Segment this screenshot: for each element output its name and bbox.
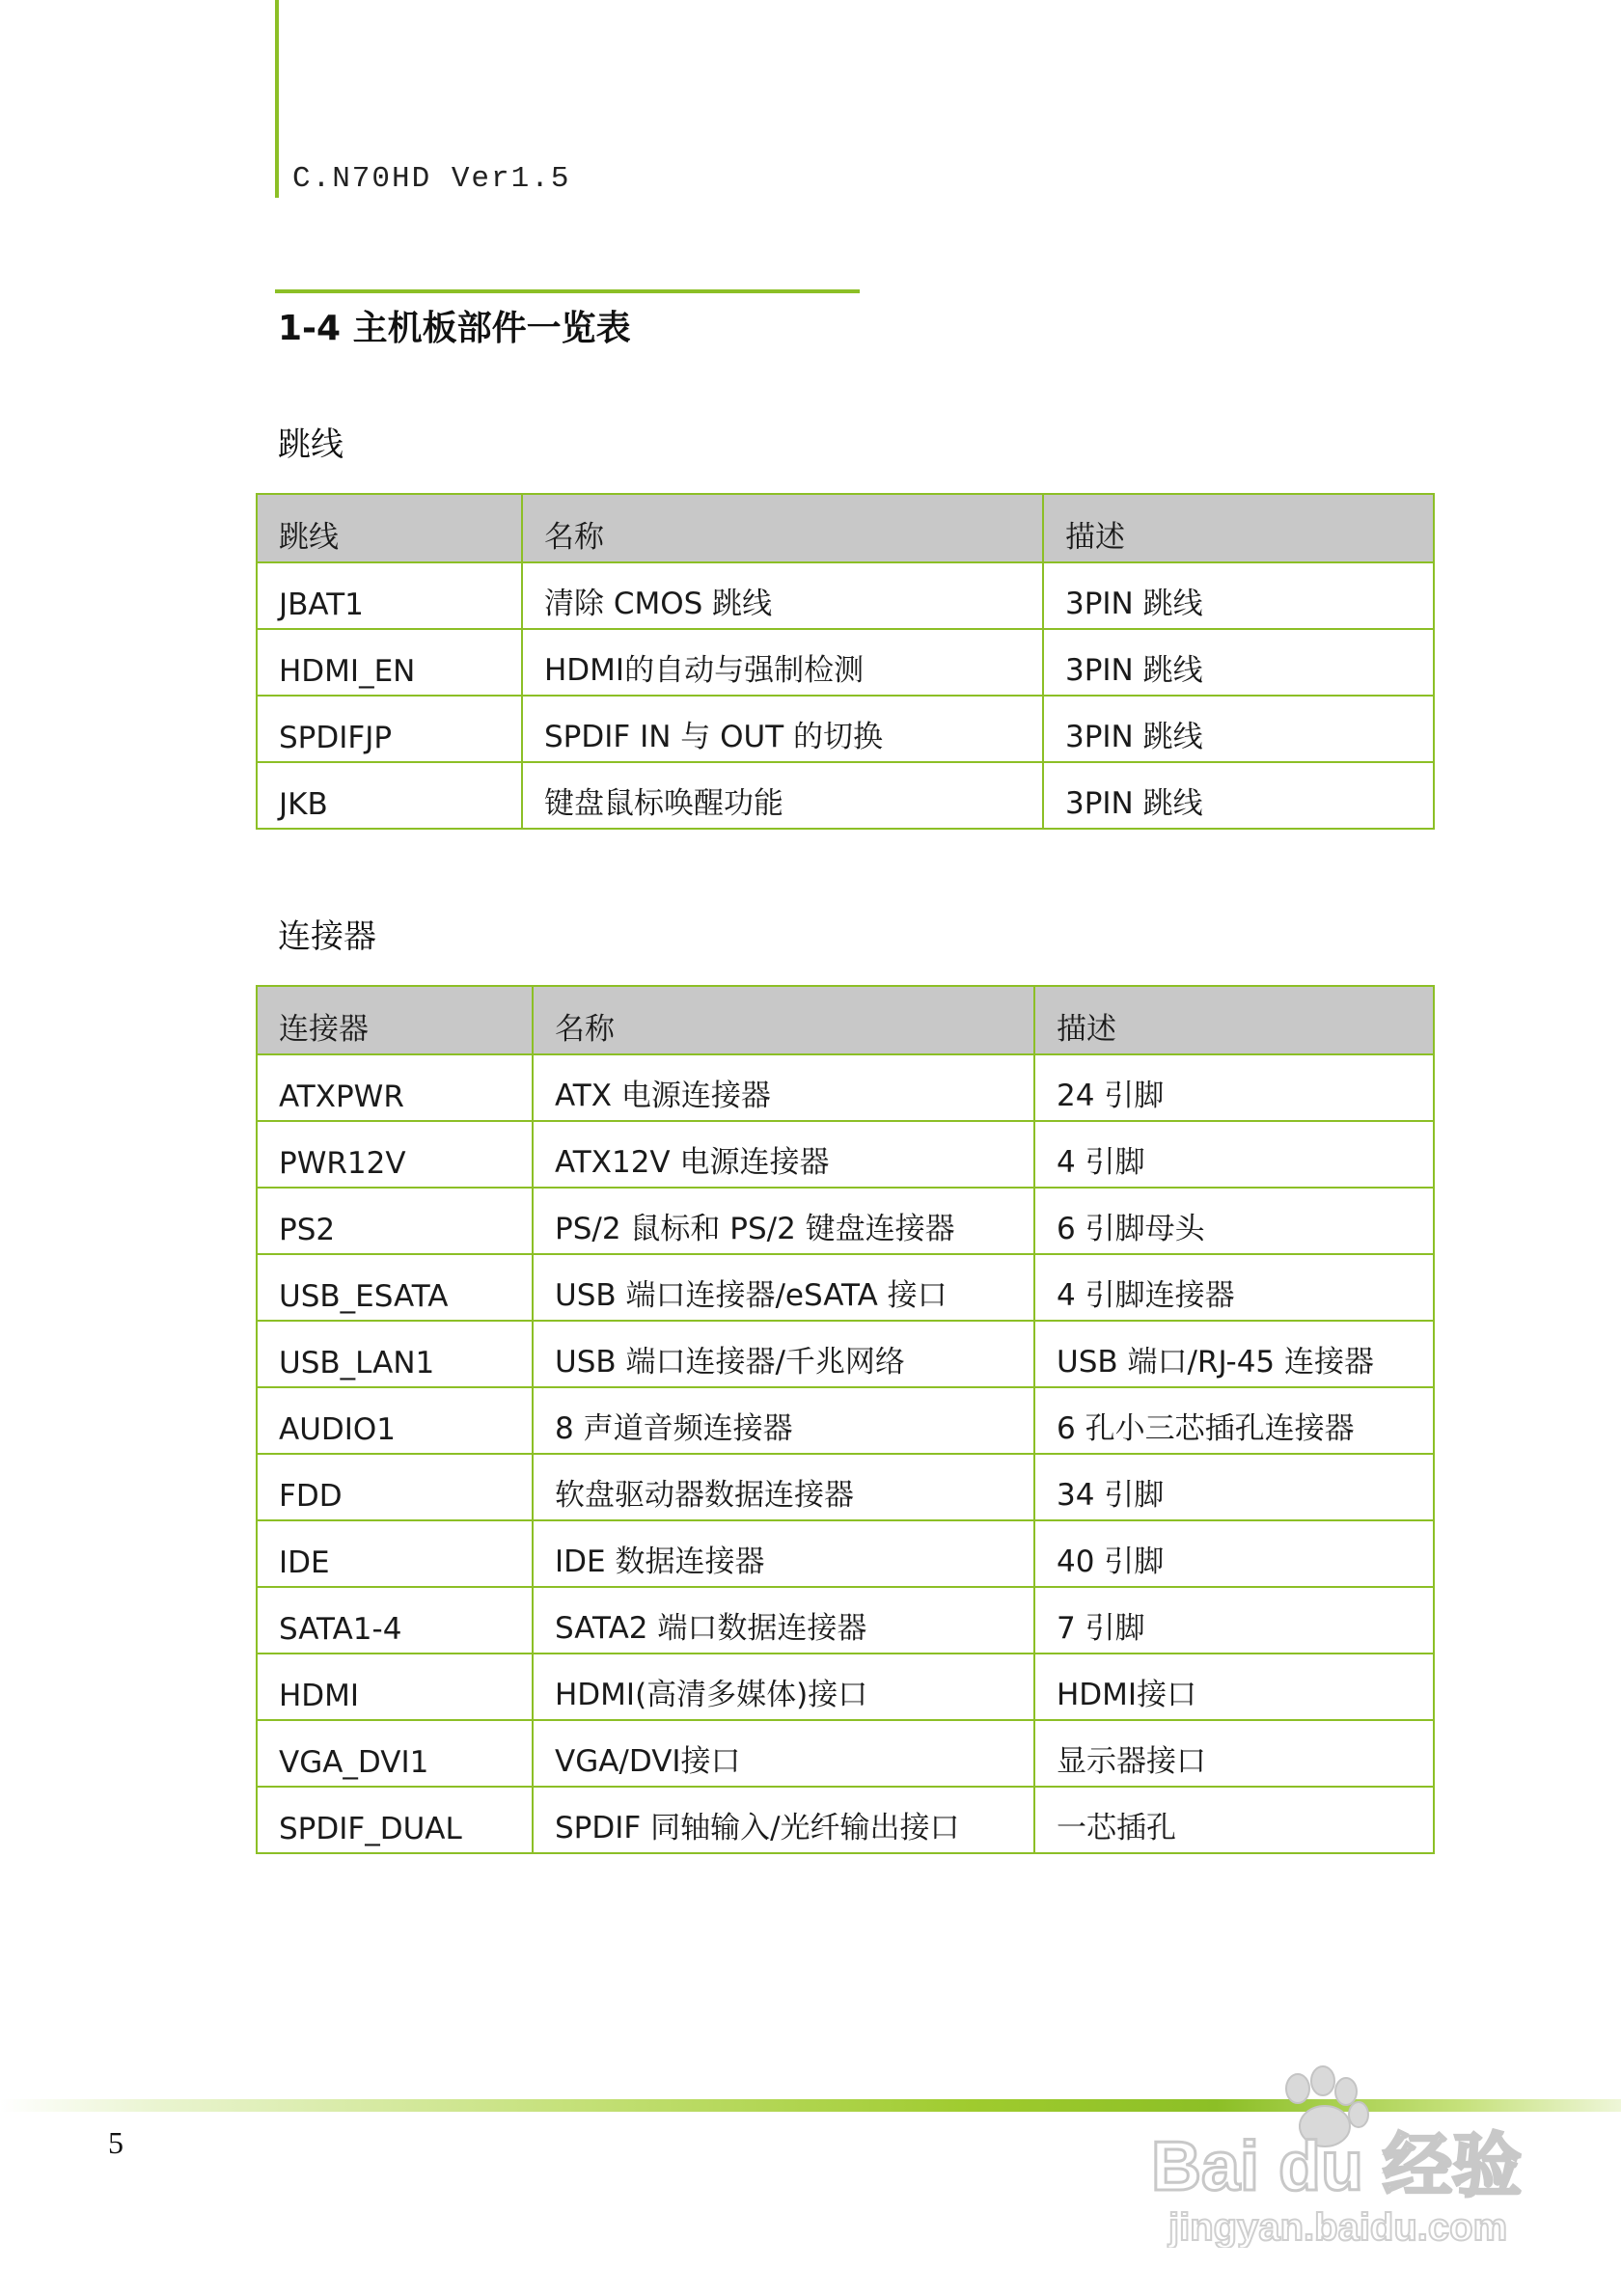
connector-name: 8 声道音频连接器: [533, 1387, 1034, 1454]
connectors-heading: 连接器: [278, 917, 376, 956]
connector-description: 4 引脚: [1034, 1121, 1434, 1188]
connector-id: SPDIF_DUAL: [257, 1787, 533, 1853]
connector-table: [256, 985, 1435, 1854]
table-row: [257, 1787, 1434, 1853]
section-title: 1-4 主机板部件一览表: [278, 309, 631, 348]
header-accent-bar: [275, 0, 279, 198]
table-row: [257, 1454, 1434, 1520]
baidu-jingyan-watermark: [1143, 2055, 1549, 2248]
jumpers-heading: 跳线: [278, 425, 343, 464]
connector-description: USB 端口/RJ-45 连接器: [1034, 1321, 1434, 1387]
jumper-description: 3PIN 跳线: [1043, 762, 1434, 829]
table-row: [257, 1587, 1434, 1654]
connector-description: 6 引脚母头: [1034, 1188, 1434, 1254]
connector-id: AUDIO1: [257, 1387, 533, 1454]
jumper-id: JBAT1: [257, 562, 522, 629]
connector-description: 显示器接口: [1034, 1720, 1434, 1787]
table-row: [257, 1321, 1434, 1387]
jumper-id: SPDIFJP: [257, 696, 522, 762]
connector-id: PS2: [257, 1188, 533, 1254]
watermark-brand: Bai du 经验: [1151, 2128, 1523, 2205]
connector-id: VGA_DVI1: [257, 1720, 533, 1787]
connector-id: USB_ESATA: [257, 1254, 533, 1321]
table-row: [257, 562, 1434, 629]
connector-name: USB 端口连接器/eSATA 接口: [533, 1254, 1034, 1321]
jumper-name: 清除 CMOS 跳线: [522, 562, 1043, 629]
watermark-url: jingyan.baidu.com: [1168, 2206, 1508, 2248]
jumper-id: JKB: [257, 762, 522, 829]
column-header: 描述: [1043, 494, 1434, 562]
connector-id: ATXPWR: [257, 1054, 533, 1121]
jumper-name: HDMI的自动与强制检测: [522, 629, 1043, 696]
jumper-name: SPDIF IN 与 OUT 的切换: [522, 696, 1043, 762]
connector-id: IDE: [257, 1520, 533, 1587]
jumper-description: 3PIN 跳线: [1043, 629, 1434, 696]
table-header-row: [257, 986, 1434, 1054]
table-row: [257, 1054, 1434, 1121]
table-row: [257, 696, 1434, 762]
connector-description: 一芯插孔: [1034, 1787, 1434, 1853]
connector-description: 24 引脚: [1034, 1054, 1434, 1121]
connector-name: SATA2 端口数据连接器: [533, 1587, 1034, 1654]
connector-id: HDMI: [257, 1654, 533, 1720]
connector-description: 6 孔小三芯插孔连接器: [1034, 1387, 1434, 1454]
connector-name: VGA/DVI接口: [533, 1720, 1034, 1787]
connector-description: 7 引脚: [1034, 1587, 1434, 1654]
connector-name: ATX 电源连接器: [533, 1054, 1034, 1121]
connector-name: PS/2 鼠标和 PS/2 键盘连接器: [533, 1188, 1034, 1254]
page-number: 5: [108, 2125, 124, 2160]
document-model-header: C.N70HD Ver1.5: [292, 162, 571, 196]
table-row: [257, 629, 1434, 696]
connector-id: SATA1-4: [257, 1587, 533, 1654]
jumper-id: HDMI_EN: [257, 629, 522, 696]
connector-description: HDMI接口: [1034, 1654, 1434, 1720]
column-header: 连接器: [257, 986, 533, 1054]
table-header-row: [257, 494, 1434, 562]
table-row: [257, 1654, 1434, 1720]
connector-name: 软盘驱动器数据连接器: [533, 1454, 1034, 1520]
connector-description: 40 引脚: [1034, 1520, 1434, 1587]
connector-name: ATX12V 电源连接器: [533, 1121, 1034, 1188]
column-header: 名称: [533, 986, 1034, 1054]
jumper-description: 3PIN 跳线: [1043, 696, 1434, 762]
table-row: [257, 1387, 1434, 1454]
connector-description: 34 引脚: [1034, 1454, 1434, 1520]
column-header: 跳线: [257, 494, 522, 562]
connector-name: SPDIF 同轴输入/光纤输出接口: [533, 1787, 1034, 1853]
connector-description: 4 引脚连接器: [1034, 1254, 1434, 1321]
column-header: 描述: [1034, 986, 1434, 1054]
connector-name: USB 端口连接器/千兆网络: [533, 1321, 1034, 1387]
connector-name: HDMI(高清多媒体)接口: [533, 1654, 1034, 1720]
jumper-table: [256, 493, 1435, 830]
connector-name: IDE 数据连接器: [533, 1520, 1034, 1587]
section-divider: [275, 289, 860, 293]
jumper-description: 3PIN 跳线: [1043, 562, 1434, 629]
column-header: 名称: [522, 494, 1043, 562]
table-row: [257, 1254, 1434, 1321]
connector-id: PWR12V: [257, 1121, 533, 1188]
connector-id: USB_LAN1: [257, 1321, 533, 1387]
table-row: [257, 1520, 1434, 1587]
table-row: [257, 1188, 1434, 1254]
table-row: [257, 762, 1434, 829]
jumper-name: 键盘鼠标唤醒功能: [522, 762, 1043, 829]
table-row: [257, 1121, 1434, 1188]
connector-id: FDD: [257, 1454, 533, 1520]
table-row: [257, 1720, 1434, 1787]
